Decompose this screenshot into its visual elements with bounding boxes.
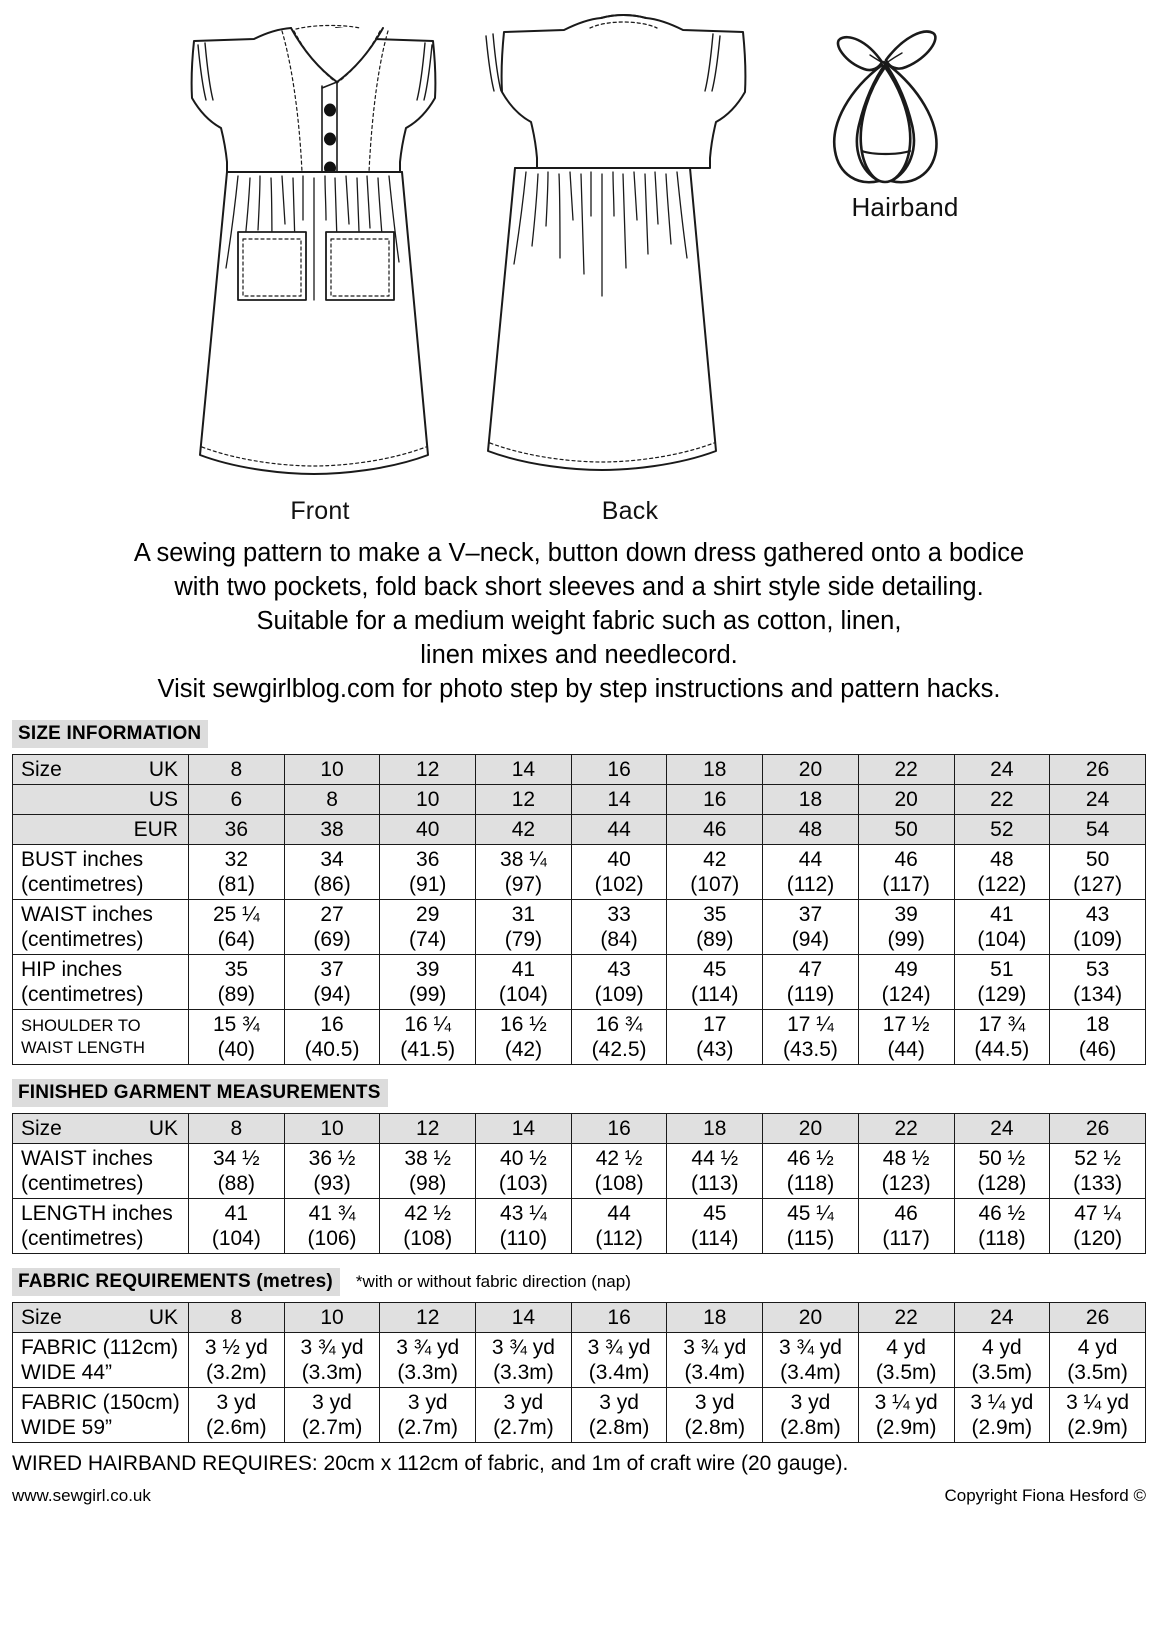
page-footer	[12, 1486, 1146, 1506]
hip-cell-4: 41 (104)	[476, 955, 572, 1010]
uk-size-18: 18	[667, 755, 763, 785]
copyright-notice: Copyright Fiona Hesford ©	[944, 1486, 1146, 1505]
fg-length-row-label	[13, 1199, 189, 1254]
back-dress-illustration	[480, 0, 770, 490]
us-size-4: 12	[476, 785, 572, 815]
eur-size-2: 38	[284, 815, 380, 845]
uk-size-24: 24	[954, 755, 1050, 785]
fab-size-label: Size	[21, 1306, 62, 1329]
front-view-caption: Front	[290, 497, 350, 525]
fabric-112-cell-5: 3 ¾ yd (3.4m)	[571, 1333, 667, 1388]
fabric-requirements-heading: FABRIC REQUIREMENTS (metres)	[12, 1268, 340, 1296]
bust-row-label	[13, 845, 189, 900]
uk-size-16: 16	[571, 755, 667, 785]
fabric-150-cell-4: 3 yd (2.7m)	[476, 1388, 572, 1443]
fabric-112-cell-6: 3 ¾ yd (3.4m)	[667, 1333, 763, 1388]
fab-uk-2: 10	[284, 1303, 380, 1333]
size-information-heading-wrap	[12, 720, 1158, 748]
hip-cell-5: 43 (109)	[571, 955, 667, 1010]
us-size-9: 22	[954, 785, 1050, 815]
shoulder-label-line1: SHOULDER TO	[21, 1017, 141, 1035]
eur-label: EUR	[133, 818, 178, 841]
eur-size-10: 54	[1050, 815, 1146, 845]
shoulder-cell-5: 16 ¾ (42.5)	[571, 1010, 667, 1065]
nap-note: *with or without fabric direction (nap)	[355, 1272, 631, 1291]
finished-garment-table	[12, 1113, 1146, 1254]
fab-uk-4: 14	[476, 1303, 572, 1333]
fab-uk-10: 26	[1050, 1303, 1146, 1333]
fg-uk-10: 26	[1050, 1114, 1146, 1144]
uk-size-8: 8	[189, 755, 285, 785]
fab-size-uk-label-cell	[13, 1303, 189, 1333]
shoulder-cell-9: 17 ¾ (44.5)	[954, 1010, 1050, 1065]
waist-cell-8: 39 (99)	[858, 900, 954, 955]
fg-waist-cell-5: 42 ½ (108)	[571, 1144, 667, 1199]
fab-uk-label: UK	[148, 1306, 178, 1329]
finished-garment-heading: FINISHED GARMENT MEASUREMENTS	[12, 1079, 388, 1107]
fabric-112-cell-4: 3 ¾ yd (3.3m)	[476, 1333, 572, 1388]
fabric-150-row-label	[13, 1388, 189, 1443]
fg-length-cell-8: 46 (117)	[858, 1199, 954, 1254]
eur-size-7: 48	[763, 815, 859, 845]
fabric-150-cell-3: 3 yd (2.7m)	[380, 1388, 476, 1443]
fabric-112-cell-9: 4 yd (3.5m)	[954, 1333, 1050, 1388]
fab-uk-1: 8	[189, 1303, 285, 1333]
us-size-8: 20	[858, 785, 954, 815]
table-row	[13, 1144, 1146, 1199]
technical-illustrations	[0, 0, 1158, 530]
table-row	[13, 1010, 1146, 1065]
us-size-5: 14	[571, 785, 667, 815]
fabric-150-cell-8: 3 ¼ yd (2.9m)	[858, 1388, 954, 1443]
waist-cell-7: 37 (94)	[763, 900, 859, 955]
table-row	[13, 1199, 1146, 1254]
fg-waist-cell-10: 52 ½ (133)	[1050, 1144, 1146, 1199]
fg-length-cell-3: 42 ½ (108)	[380, 1199, 476, 1254]
fg-length-cell-7: 45 ¼ (115)	[763, 1199, 859, 1254]
uk-size-26: 26	[1050, 755, 1146, 785]
shoulder-cell-1: 15 ¾ (40)	[189, 1010, 285, 1065]
fabric-112-cell-7: 3 ¾ yd (3.4m)	[763, 1333, 859, 1388]
table-row	[13, 1303, 1146, 1333]
hip-cell-8: 49 (124)	[858, 955, 954, 1010]
table-row	[13, 845, 1146, 900]
uk-size-14: 14	[476, 755, 572, 785]
fg-uk-2: 10	[284, 1114, 380, 1144]
fabric-150-label-line2: WIDE 59”	[21, 1416, 113, 1439]
shoulder-cell-6: 17 (43)	[667, 1010, 763, 1065]
size-uk-label-cell	[13, 755, 189, 785]
eur-size-3: 40	[380, 815, 476, 845]
fg-uk-7: 20	[763, 1114, 859, 1144]
fabric-112-label-line2: WIDE 44”	[21, 1361, 113, 1384]
fg-waist-cell-6: 44 ½ (113)	[667, 1144, 763, 1199]
us-size-6: 16	[667, 785, 763, 815]
waist-cell-4: 31 (79)	[476, 900, 572, 955]
fabric-112-label-line1: FABRIC (112cm)	[21, 1336, 179, 1359]
shoulder-cell-8: 17 ½ (44)	[858, 1010, 954, 1065]
fg-length-cell-10: 47 ¼ (120)	[1050, 1199, 1146, 1254]
hip-cell-3: 39 (99)	[380, 955, 476, 1010]
fabric-112-cell-2: 3 ¾ yd (3.3m)	[284, 1333, 380, 1388]
fg-length-label-inches: LENGTH inches	[21, 1202, 173, 1225]
hairband-illustration	[790, 5, 980, 200]
fabric-150-cell-6: 3 yd (2.8m)	[667, 1388, 763, 1443]
fg-length-cell-9: 46 ½ (118)	[954, 1199, 1050, 1254]
fg-waist-cell-1: 34 ½ (88)	[189, 1144, 285, 1199]
hip-row-label	[13, 955, 189, 1010]
shoulder-to-waist-row-label	[13, 1010, 189, 1065]
fabric-150-label-line1: FABRIC (150cm)	[21, 1391, 180, 1414]
fg-length-cell-5: 44 (112)	[571, 1199, 667, 1254]
finished-garment-heading-wrap	[12, 1079, 1158, 1107]
waist-cell-3: 29 (74)	[380, 900, 476, 955]
website-link[interactable]: www.sewgirl.co.uk	[12, 1486, 151, 1505]
waist-cell-2: 27 (69)	[284, 900, 380, 955]
fg-waist-cell-8: 48 ½ (123)	[858, 1144, 954, 1199]
waist-label-cm: (centimetres)	[21, 928, 144, 951]
fg-waist-row-label	[13, 1144, 189, 1199]
description-line-4: linen mixes and needlecord.	[420, 641, 738, 669]
fg-uk-5: 16	[571, 1114, 667, 1144]
fg-uk-label: UK	[148, 1117, 178, 1140]
table-row	[13, 1388, 1146, 1443]
fg-length-cell-4: 43 ¼ (110)	[476, 1199, 572, 1254]
table-row	[13, 1333, 1146, 1388]
fabric-112-cell-8: 4 yd (3.5m)	[858, 1333, 954, 1388]
hip-cell-1: 35 (89)	[189, 955, 285, 1010]
fab-uk-3: 12	[380, 1303, 476, 1333]
shoulder-label-line2: WAIST LENGTH	[21, 1039, 146, 1057]
fg-uk-1: 8	[189, 1114, 285, 1144]
us-size-1: 6	[189, 785, 285, 815]
bust-cell-8: 46 (117)	[858, 845, 954, 900]
shoulder-cell-2: 16 (40.5)	[284, 1010, 380, 1065]
fabric-112-row-label	[13, 1333, 189, 1388]
eur-size-1: 36	[189, 815, 285, 845]
fabric-150-cell-1: 3 yd (2.6m)	[189, 1388, 285, 1443]
shoulder-cell-3: 16 ¼ (41.5)	[380, 1010, 476, 1065]
eur-size-9: 52	[954, 815, 1050, 845]
fg-size-uk-label-cell	[13, 1114, 189, 1144]
fabric-150-cell-5: 3 yd (2.8m)	[571, 1388, 667, 1443]
fabric-150-cell-10: 3 ¼ yd (2.9m)	[1050, 1388, 1146, 1443]
fg-waist-cell-4: 40 ½ (103)	[476, 1144, 572, 1199]
table-row	[13, 955, 1146, 1010]
fg-length-cell-6: 45 (114)	[667, 1199, 763, 1254]
waist-cell-9: 41 (104)	[954, 900, 1050, 955]
fab-uk-6: 18	[667, 1303, 763, 1333]
eur-size-6: 46	[667, 815, 763, 845]
waist-cell-10: 43 (109)	[1050, 900, 1146, 955]
hip-cell-7: 47 (119)	[763, 955, 859, 1010]
table-row	[13, 1114, 1146, 1144]
waist-cell-6: 35 (89)	[667, 900, 763, 955]
hip-cell-6: 45 (114)	[667, 955, 763, 1010]
pattern-description	[0, 536, 1158, 706]
shoulder-cell-7: 17 ¼ (43.5)	[763, 1010, 859, 1065]
fabric-112-cell-10: 4 yd (3.5m)	[1050, 1333, 1146, 1388]
fg-uk-8: 22	[858, 1114, 954, 1144]
bust-cell-3: 36 (91)	[380, 845, 476, 900]
bust-cell-2: 34 (86)	[284, 845, 380, 900]
fg-waist-cell-7: 46 ½ (118)	[763, 1144, 859, 1199]
description-line-3: Suitable for a medium weight fabric such as cotton, linen,	[256, 607, 902, 635]
bust-cell-7: 44 (112)	[763, 845, 859, 900]
waist-label-inches: WAIST inches	[21, 903, 153, 926]
shoulder-cell-4: 16 ½ (42)	[476, 1010, 572, 1065]
us-label: US	[148, 788, 178, 811]
table-row	[13, 755, 1146, 785]
bust-cell-10: 50 (127)	[1050, 845, 1146, 900]
bust-cell-9: 48 (122)	[954, 845, 1050, 900]
front-dress-illustration	[170, 0, 460, 490]
uk-size-10: 10	[284, 755, 380, 785]
size-information-table	[12, 754, 1146, 1065]
eur-size-8: 50	[858, 815, 954, 845]
uk-size-12: 12	[380, 755, 476, 785]
fabric-112-cell-1: 3 ½ yd (3.2m)	[189, 1333, 285, 1388]
eur-size-4: 42	[476, 815, 572, 845]
waist-cell-1: 25 ¼ (64)	[189, 900, 285, 955]
eur-label-cell	[13, 815, 189, 845]
fg-waist-label-inches: WAIST inches	[21, 1147, 153, 1170]
uk-size-20: 20	[763, 755, 859, 785]
fabric-150-cell-2: 3 yd (2.7m)	[284, 1388, 380, 1443]
fabric-requirements-heading-wrap	[12, 1268, 1158, 1296]
fab-uk-8: 22	[858, 1303, 954, 1333]
eur-size-5: 44	[571, 815, 667, 845]
us-size-3: 10	[380, 785, 476, 815]
bust-cell-4: 38 ¼ (97)	[476, 845, 572, 900]
description-line-5: Visit sewgirlblog.com for photo step by step instructions and pattern hacks.	[157, 675, 1001, 703]
fg-uk-9: 24	[954, 1114, 1050, 1144]
us-label-cell	[13, 785, 189, 815]
fabric-150-cell-7: 3 yd (2.8m)	[763, 1388, 859, 1443]
bust-label-cm: (centimetres)	[21, 873, 144, 896]
table-row	[13, 900, 1146, 955]
fg-uk-4: 14	[476, 1114, 572, 1144]
hairband-requirement-text: WIRED HAIRBAND REQUIRES: 20cm x 112cm of fabric, and 1m of craft wire (20 gauge).	[12, 1452, 849, 1475]
table-row	[13, 815, 1146, 845]
hip-cell-9: 51 (129)	[954, 955, 1050, 1010]
waist-cell-5: 33 (84)	[571, 900, 667, 955]
fg-size-label: Size	[21, 1117, 62, 1140]
hip-cell-10: 53 (134)	[1050, 955, 1146, 1010]
bust-label-inches: BUST inches	[21, 848, 144, 871]
fg-uk-3: 12	[380, 1114, 476, 1144]
fab-uk-7: 20	[763, 1303, 859, 1333]
description-line-1: A sewing pattern to make a V–neck, button down dress gathered onto a bodice	[133, 539, 1025, 567]
description-line-2: with two pockets, fold back short sleeves and a shirt style side detailing.	[174, 573, 984, 601]
bust-cell-5: 40 (102)	[571, 845, 667, 900]
waist-row-label	[13, 900, 189, 955]
fg-waist-cell-9: 50 ½ (128)	[954, 1144, 1050, 1199]
table-row	[13, 785, 1146, 815]
hip-label-cm: (centimetres)	[21, 983, 144, 1006]
bust-cell-6: 42 (107)	[667, 845, 763, 900]
uk-size-22: 22	[858, 755, 954, 785]
fab-uk-9: 24	[954, 1303, 1050, 1333]
hip-label-inches: HIP inches	[21, 958, 123, 981]
fg-waist-cell-3: 38 ½ (98)	[380, 1144, 476, 1199]
fg-uk-6: 18	[667, 1114, 763, 1144]
back-view-caption: Back	[601, 497, 659, 525]
us-size-2: 8	[284, 785, 380, 815]
size-information-heading: SIZE INFORMATION	[12, 720, 208, 748]
fabric-requirements-table	[12, 1302, 1146, 1443]
fab-uk-5: 16	[571, 1303, 667, 1333]
hip-cell-2: 37 (94)	[284, 955, 380, 1010]
fg-length-cell-2: 41 ¾ (106)	[284, 1199, 380, 1254]
us-size-7: 18	[763, 785, 859, 815]
shoulder-cell-10: 18 (46)	[1050, 1010, 1146, 1065]
fg-waist-label-cm: (centimetres)	[21, 1172, 144, 1195]
fabric-150-cell-9: 3 ¼ yd (2.9m)	[954, 1388, 1050, 1443]
fabric-112-cell-3: 3 ¾ yd (3.3m)	[380, 1333, 476, 1388]
hairband-caption: Hairband	[851, 192, 959, 222]
bust-cell-1: 32 (81)	[189, 845, 285, 900]
uk-label: UK	[148, 758, 178, 781]
fg-length-cell-1: 41 (104)	[189, 1199, 285, 1254]
us-size-10: 24	[1050, 785, 1146, 815]
fg-length-label-cm: (centimetres)	[21, 1227, 144, 1250]
fg-waist-cell-2: 36 ½ (93)	[284, 1144, 380, 1199]
size-label: Size	[21, 758, 62, 781]
